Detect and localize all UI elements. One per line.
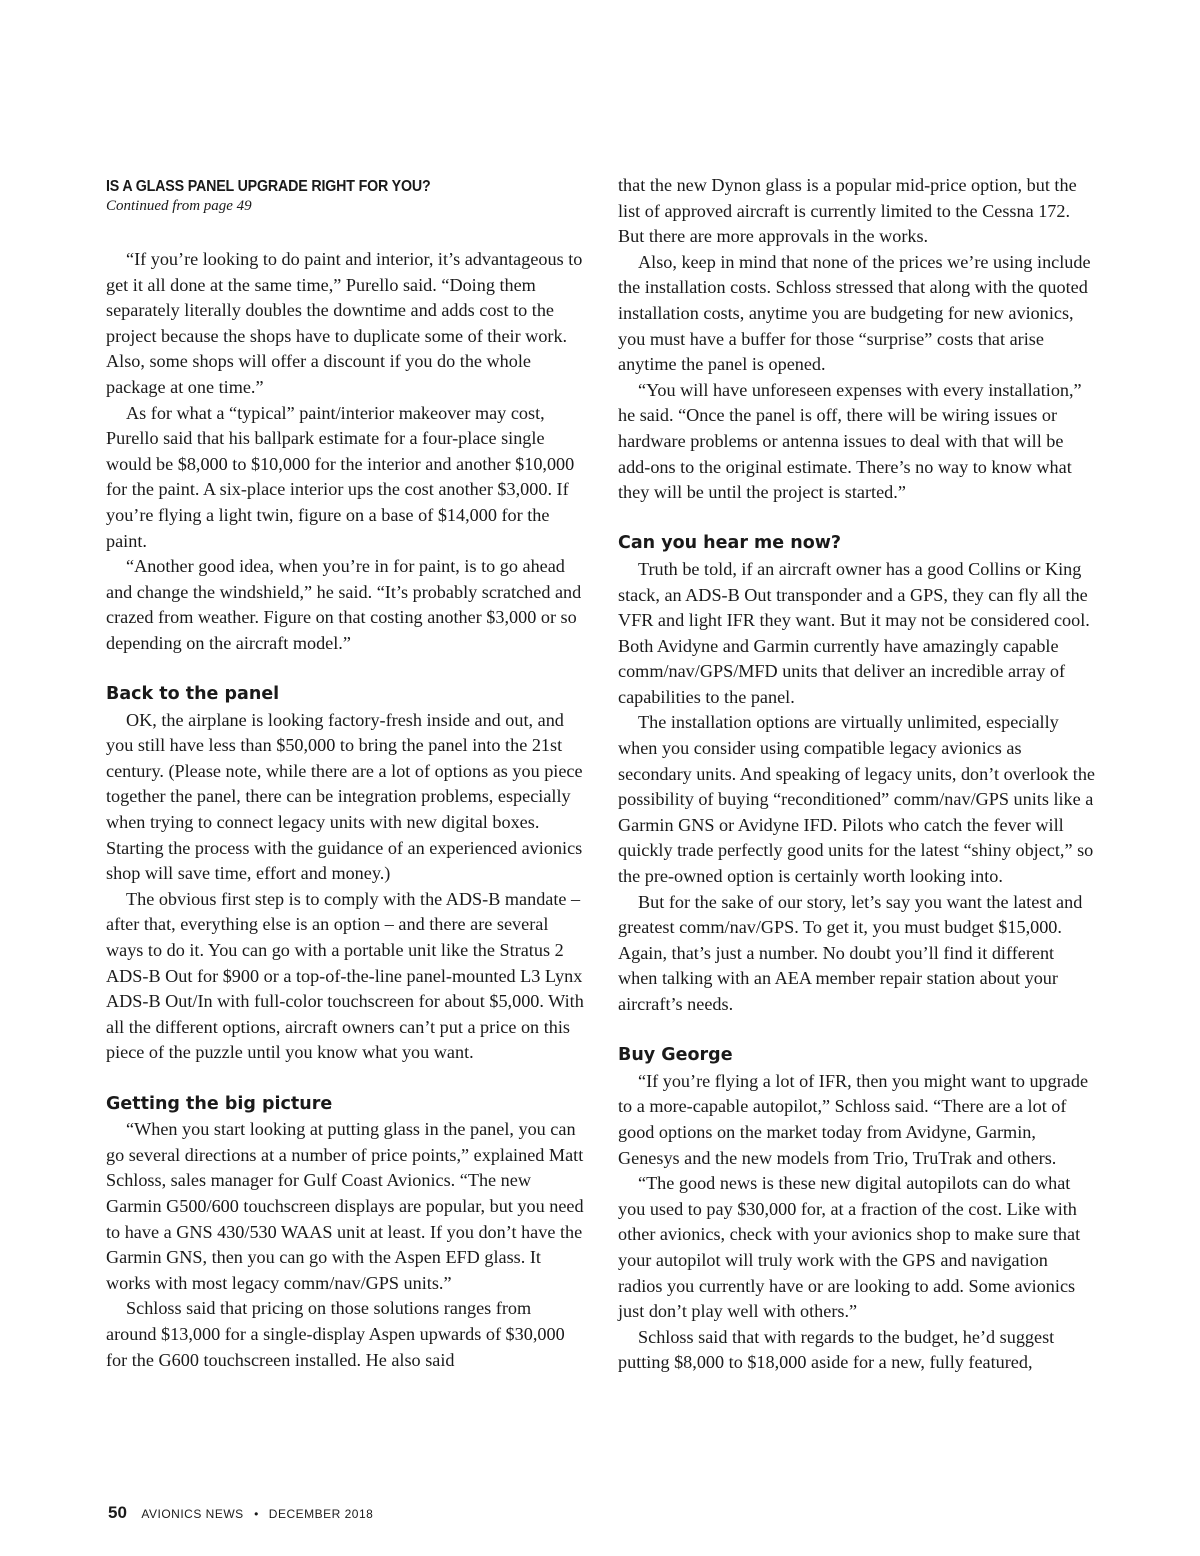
paragraph: Truth be told, if an aircraft owner has a good Collins or King stack, an ADS-B Out transponder and a GPS, they can fly all the VFR and light IFR they want. But it may not be considered cool. Both Avidyne and Garmin currently have amazingly capable comm/nav/GPS/MFD units that deliver an incredible array of capabilities to the panel. — [618, 558, 1090, 707]
paragraph: “When you start looking at putting glass in the panel, you can go several directions at a number of price points,” explained Matt Schloss, sales manager for Gulf Coast Avionics. “The new Garmin G500/600 touchscreen displays are popular, but you need to have a GNS 430/530 WAAS unit at least. If you don’t have the Garmin GNS, then you can go with the Aspen EFD glass. It works with most legacy comm/nav/GPS units.” — [106, 1119, 584, 1293]
continued-from-note: Continued from page 49 — [106, 198, 252, 214]
subheading-back-to-the-panel: Back to the panel — [106, 684, 280, 705]
paragraph-continued: that the new Dynon glass is a popular mid-price option, but the list of approved aircraft is currently limited to the Cessna 172. But there are more approvals in the works. — [618, 175, 1077, 247]
paragraph: As for what a “typical” paint/interior makeover may cost, Purello said that his ballpark estimate for a four-place single would be $8,000 to $10,000 for the interior and another $10,000 for the paint. A six-place interior ups the cost another $3,000. If you’re flying a light twin, figure on a base of $14,000 for the paint. — [106, 402, 575, 551]
paragraph: OK, the airplane is looking factory-fresh inside and out, and you still have less than $50,000 to bring the panel into the 21st century. (Please note, while there are a lot of options as you piece together the panel, there can be integration problems, especially when trying to connect legacy units with new digital boxes. Starting the process with the guidance of an experienced avionics shop will save time, effort and money.) — [106, 709, 583, 884]
paragraph: Schloss said that pricing on those solutions ranges from around $13,000 for a single-display Aspen upwards of $30,000 for the G600 touchscreen installed. He also said — [106, 1298, 565, 1370]
paragraph: “If you’re looking to do paint and interior, it’s advantageous to get it all done at the same time,” Purello said. “Doing them separately literally doubles the downtime and adds cost to the project because the shops have to duplicate some of their work. Also, some shops will offer a discount if you do the whole package at one time.” — [106, 249, 583, 397]
publication-name: AVIONICS NEWS — [141, 1507, 244, 1521]
paragraph: “Another good idea, when you’re in for paint, is to go ahead and change the windshield,” he said. “It’s probably scratched and crazed from weather. Figure on that costing another $3,000 or so depending on the aircraft model.” — [106, 556, 582, 653]
paragraph: “If you’re flying a lot of IFR, then you might want to upgrade to a more-capable autopilot,” Schloss said. “There are a lot of good options on the market today from Avidyne, Garmin, Genesys and the new models from Trio, TruTrak and others. — [618, 1070, 1089, 1168]
paragraph: Schloss said that with regards to the budget, he’d suggest putting $8,000 to $18,000 aside for a new, fully featured, — [618, 1326, 1055, 1373]
paragraph: But for the sake of our story, let’s say you want the latest and greatest comm/nav/GPS. To get it, you must budget $15,000. Again, that’s just a number. No doubt you’ll find it different when talking with an AEA member repair station about your aircraft’s needs. — [618, 891, 1083, 1014]
subheading-can-you-hear-me-now: Can you hear me now? — [618, 533, 842, 554]
paragraph: The obvious first step is to comply with the ADS-B mandate – after that, everything else is an option – and there are several ways to do it. You can go with a portable unit like the Stratus 2 ADS-B Out for $900 or a top-of-the-line panel-mounted L3 Lynx ADS-B Out/In with full-color touchscreen for about $5,000. With all the different options, aircraft owners can’t put a price on this piece of the puzzle until you know what you want. — [106, 888, 584, 1063]
right-column — [618, 173, 1096, 1376]
footer-bullet: • — [254, 1507, 259, 1521]
paragraph: “You will have unforeseen expenses with every installation,” he said. “Once the panel is off, there will be wiring issues or hardware problems or antenna issues to deal with that will be add-ons to the original estimate. There’s no way to know what they will be until the project is started.” — [618, 379, 1082, 503]
issue-date: DECEMBER 2018 — [268, 1507, 374, 1521]
subheading-buy-george: Buy George — [618, 1045, 733, 1066]
page-footer — [108, 1503, 373, 1523]
paragraph: Also, keep in mind that none of the prices we’re using include the installation costs. Schloss stressed that along with the quoted installation costs, anytime you are budgeting for new avionics, you must have a buffer for those “surprise” costs that arise anytime the panel is opened. — [618, 251, 1091, 375]
page-number: 50 — [108, 1503, 127, 1522]
paragraph: “The good news is these new digital autopilots can do what you used to pay $30,000 for, at a fraction of the cost. Like with other avionics, check with your avionics shop to make sure that your autopilot will truly work with the GPS and navigation radios you currently have or are looking to add. Some avionics just don’t play well with others.” — [618, 1173, 1081, 1322]
paragraph: The installation options are virtually unlimited, especially when you consider using compatible legacy avionics as secondary units. And speaking of legacy units, don’t overlook the possibility of buying “reconditioned” comm/nav/GPS units like a Garmin GNS or Avidyne IFD. Pilots who catch the fever will quickly trade perfectly good units for the latest “shiny object,” so the pre-owned option is certainly worth looking into. — [618, 712, 1095, 887]
subheading-getting-the-big-picture: Getting the big picture — [106, 1093, 333, 1114]
left-column — [106, 173, 584, 1373]
article-kicker: IS A GLASS PANEL UPGRADE RIGHT FOR YOU? — [106, 178, 431, 195]
